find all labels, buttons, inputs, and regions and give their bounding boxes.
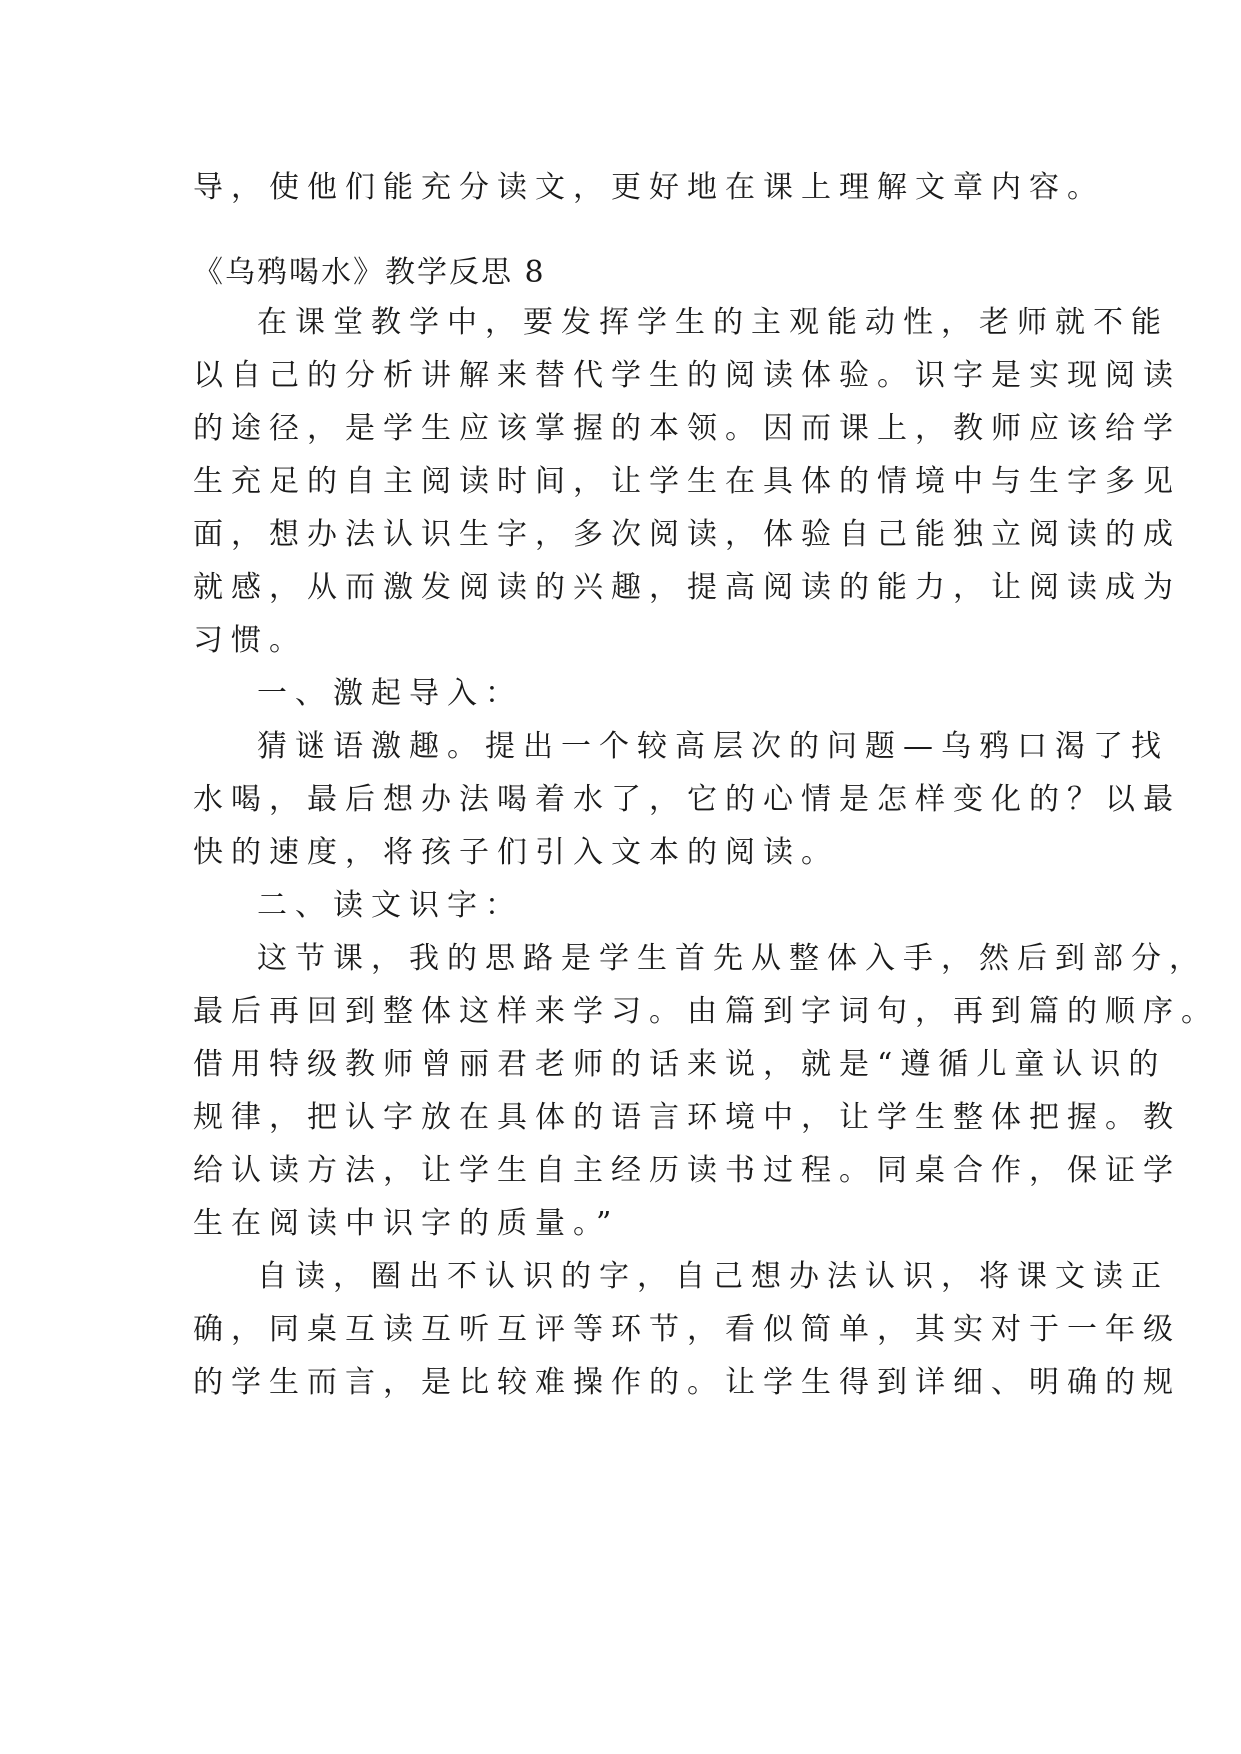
paragraph-line: 以自己的分析讲解来替代学生的阅读体验。识字是实现阅读: [193, 358, 1181, 393]
paragraph-line: 猜谜语激趣。提出一个较高层次的问题—乌鸦口渴了找: [257, 729, 1169, 764]
paragraph-line: 水喝，最后想办法喝着水了，它的心情是怎样变化的？以最: [193, 782, 1181, 817]
paragraph-line: 最后再回到整体这样来学习。由篇到字词句，再到篇的顺序。: [193, 994, 1219, 1029]
paragraph-line: 面，想办法认识生字，多次阅读，体验自己能独立阅读的成: [193, 517, 1181, 552]
paragraph-line: 习惯。: [193, 623, 307, 658]
paragraph-line: 这节课，我的思路是学生首先从整体入手，然后到部分，: [257, 941, 1207, 976]
paragraph-line: 规律，把认字放在具体的语言环境中，让学生整体把握。教: [193, 1100, 1181, 1135]
paragraph-line: 导，使他们能充分读文，更好地在课上理解文章内容。: [193, 170, 1105, 205]
paragraph-line: 自读，圈出不认识的字，自己想办法认识，将课文读正: [257, 1259, 1169, 1294]
paragraph-line: 的途径，是学生应该掌握的本领。因而课上，教师应该给学: [193, 411, 1181, 446]
paragraph-line: 的学生而言，是比较难操作的。让学生得到详细、明确的规: [193, 1365, 1181, 1400]
paragraph-line: 在课堂教学中，要发挥学生的主观能动性，老师就不能: [257, 305, 1169, 340]
paragraph-line: 给认读方法，让学生自主经历读书过程。同桌合作，保证学: [193, 1153, 1181, 1188]
paragraph-line: 生在阅读中识字的质量。”: [193, 1206, 620, 1241]
paragraph-line: 就感，从而激发阅读的兴趣，提高阅读的能力，让阅读成为: [193, 570, 1181, 605]
paragraph-line: 借用特级教师曾丽君老师的话来说，就是“遵循儿童认识的: [193, 1047, 1167, 1082]
section-title: 《乌鸦喝水》教学反思 8: [193, 255, 546, 290]
subheading: 一、激起导入：: [257, 676, 523, 711]
paragraph-line: 生充足的自主阅读时间，让学生在具体的情境中与生字多见: [193, 464, 1181, 499]
paragraph-line: 确，同桌互读互听互评等环节，看似简单，其实对于一年级: [193, 1312, 1181, 1347]
paragraph-line: 快的速度，将孩子们引入文本的阅读。: [193, 835, 839, 870]
subheading: 二、读文识字：: [257, 888, 523, 923]
